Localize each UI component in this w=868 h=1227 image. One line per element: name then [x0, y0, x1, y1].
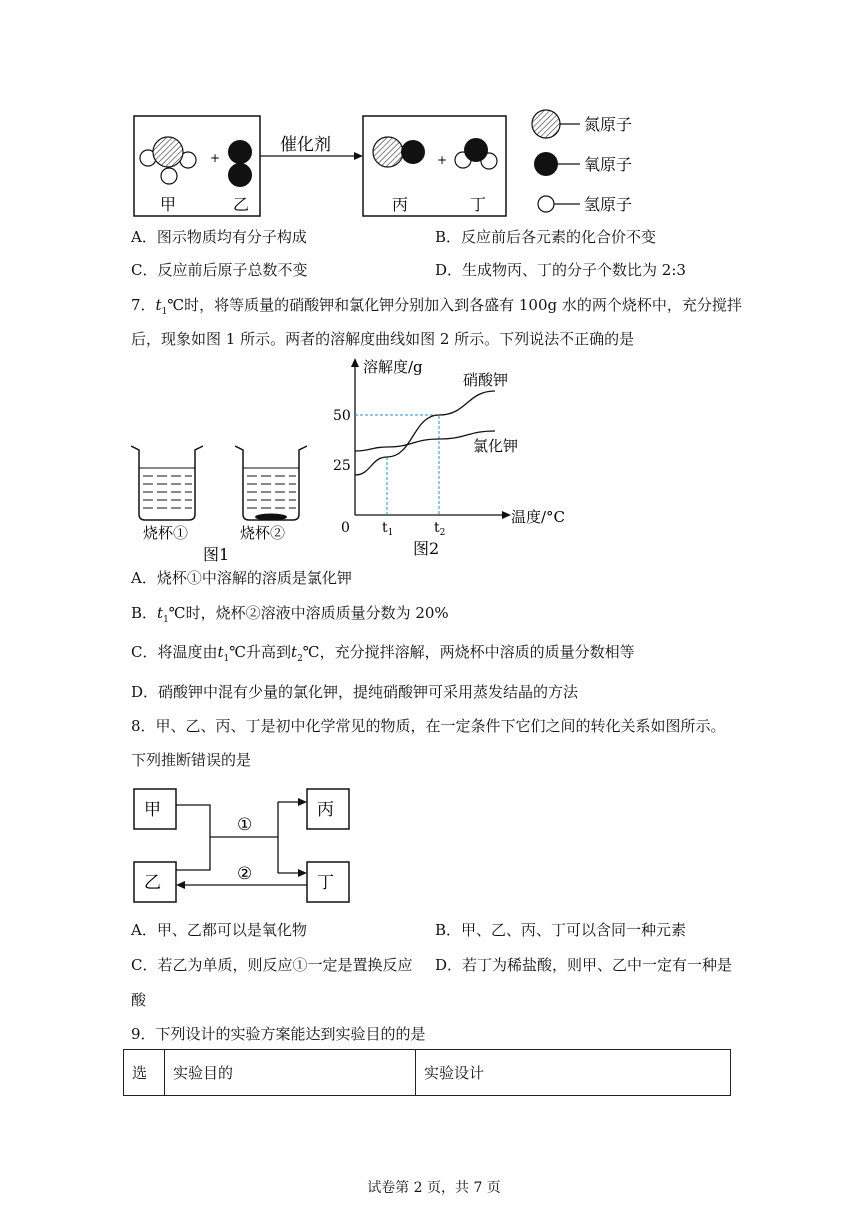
header-option: 选 — [124, 1050, 165, 1096]
conversion-diagram — [130, 785, 360, 905]
oxygen-atom — [228, 140, 252, 164]
nitrogen-atom — [153, 137, 183, 167]
x-axis-label: 温度/°C — [511, 508, 566, 526]
y-tick-25: 25 — [333, 458, 351, 474]
series-label-1: 氯化钾 — [473, 437, 519, 455]
legend-nitrogen: 氮原子 — [584, 115, 633, 134]
y-axis-label: 溶解度/g — [363, 358, 423, 376]
y-tick-50: 50 — [333, 408, 351, 424]
svg-text:丁: 丁 — [317, 873, 334, 893]
beaker-2 — [235, 446, 307, 521]
legend-hydrogen: 氢原子 — [584, 195, 633, 214]
hydrogen-atom — [161, 168, 177, 184]
q7-stem-line2: 后，现象如图 1 所示。两者的溶解度曲线如图 2 所示。下列说法不正确的是 — [131, 330, 635, 348]
q6-option-d: D．生成物丙、丁的分子个数比为 2:3 — [435, 261, 686, 279]
nitrogen-atom — [373, 137, 403, 167]
header-design: 实验设计 — [416, 1050, 731, 1096]
q7-option-d: D．硝酸钾中混有少量的氯化钾，提纯硝酸钾可采用蒸发结晶的方法 — [131, 683, 579, 701]
oxygen-atom — [401, 140, 425, 164]
q8-option-d-continued: 酸 — [131, 991, 147, 1009]
reaction-diagram — [130, 100, 670, 225]
label-ding: 丁 — [470, 195, 487, 214]
reaction-1-label: ① — [237, 815, 253, 835]
reference-line-50 — [355, 415, 439, 515]
plus-sign: + — [210, 151, 221, 165]
q6-option-b: B．反应前后各元素的化合价不变 — [435, 228, 657, 246]
undissolved-solid — [255, 514, 287, 521]
oxygen-atom — [464, 138, 488, 162]
plus-sign: + — [437, 153, 448, 167]
beaker-1 — [131, 446, 203, 520]
hydrogen-legend-icon — [538, 196, 554, 212]
catalyst-label: 催化剂 — [280, 135, 331, 155]
svg-text:丙: 丙 — [317, 800, 334, 820]
reaction-2-label: ② — [237, 864, 253, 884]
svg-text:甲: 甲 — [144, 800, 161, 820]
table-header-row — [124, 1050, 731, 1096]
q7-option-a: A．烧杯①中溶解的溶质是氯化钾 — [131, 569, 352, 587]
legend-oxygen: 氧原子 — [584, 155, 633, 174]
q8-option-a: A．甲、乙都可以是氧化物 — [131, 921, 307, 939]
x-tick-t2: $t_2$ — [434, 520, 446, 538]
q6-option-c: C．反应前后原子总数不变 — [131, 261, 308, 279]
q7-stem-line1: 7．$t_1℃$时，将等质量的硝酸钾和氯化钾分别加入到各盛有 100g 水的两个烧杯中，充分搅拌 — [131, 296, 742, 317]
x-tick-0: 0 — [341, 520, 350, 536]
page-footer: 试卷第 2 页，共 7 页 — [367, 1180, 501, 1196]
label-bing: 丙 — [392, 195, 409, 214]
svg-text:乙: 乙 — [144, 873, 161, 893]
q6-option-a: A．图示物质均有分子构成 — [131, 228, 307, 246]
q8-option-d: D．若丁为稀盐酸，则甲、乙中一定有一种是 — [435, 956, 733, 974]
x-tick-t1: $t_1$ — [382, 520, 394, 538]
x-axis-arrow — [502, 511, 511, 519]
nitrogen-legend-icon — [532, 110, 560, 138]
oxygen-legend-icon — [534, 152, 558, 176]
q9-stem: 9．下列设计的实验方案能达到实验目的的是 — [131, 1025, 426, 1043]
header-purpose: 实验目的 — [165, 1050, 416, 1096]
figure-2-caption: 图2 — [413, 539, 440, 558]
y-axis-arrow — [351, 358, 359, 367]
q8-stem-line2: 下列推断错误的是 — [131, 751, 252, 769]
beaker-1-label: 烧杯① — [143, 524, 189, 542]
q8-option-b: B．甲、乙、丙、丁可以含同一种元素 — [435, 921, 687, 939]
q7-option-c: C．将温度由$t_1℃$升高到$t_2℃$，充分搅拌溶解，两烧杯中溶质的质量分数相等 — [131, 643, 635, 664]
figure-1-beakers — [125, 440, 315, 565]
q8-option-c: C．若乙为单质，则反应①一定是置换反应 — [131, 956, 413, 974]
oxygen-atom — [228, 163, 252, 187]
figure-1-caption: 图1 — [203, 545, 230, 564]
series-label-0: 硝酸钾 — [463, 371, 509, 389]
q7-option-b: B．$t_1℃$时，烧杯②溶液中溶质质量分数为 20% — [131, 604, 449, 625]
label-yi: 乙 — [233, 195, 250, 214]
q8-stem-line1: 8．甲、乙、丙、丁是初中化学常见的物质，在一定条件下它们之间的转化关系如图所示。 — [131, 717, 726, 735]
beaker-2-label: 烧杯② — [240, 524, 286, 542]
experiment-table — [123, 1049, 731, 1096]
label-jia: 甲 — [160, 195, 177, 214]
figure-2-solubility-chart — [325, 352, 585, 562]
